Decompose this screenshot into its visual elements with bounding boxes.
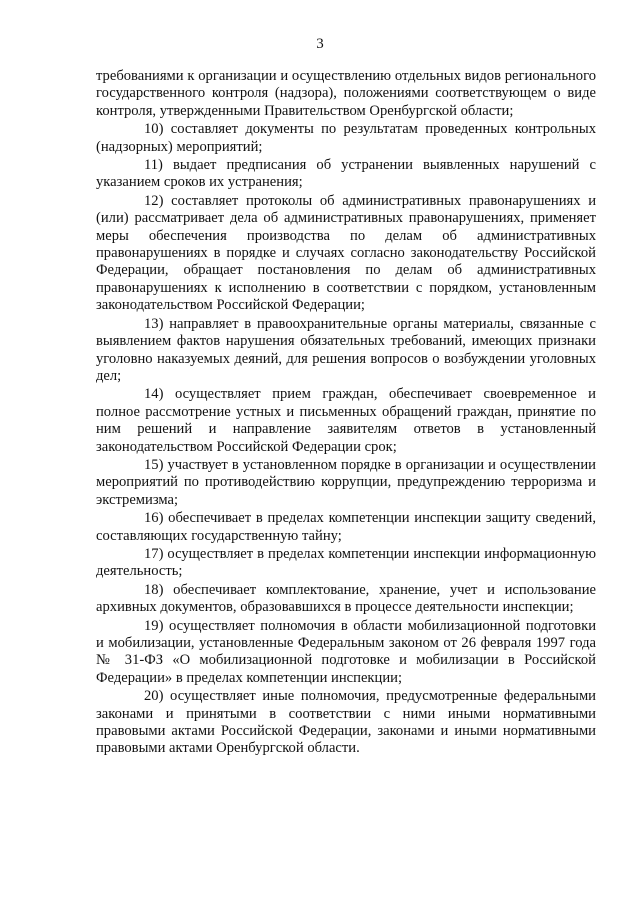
list-item-11: 11) выдает предписания об устранении выявленных нарушений с указанием сроков их устранения; xyxy=(96,157,596,191)
list-item-16: 16) обеспечивает в пределах компетенции инспекции защиту сведений, составляющих государственную тайну; xyxy=(96,510,596,544)
list-item-17: 17) осуществляет в пределах компетенции инспекции информационную деятельность; xyxy=(96,545,596,580)
list-item-18: 18) обеспечивает комплектование, хранение, учет и использование архивных документов, образовавшихся в процессе деятельности инспекции; xyxy=(96,581,596,616)
list-item-19: 19) осуществляет полномочия в области мобилизационной подготовки и мобилизации, установленные Федеральным законом от 26 февраля 1997 года № 31-ФЗ «О мобилизационной подготовке и мобилизации в Российской Федерации» в пределах компетенции инспекции; xyxy=(96,617,596,686)
list-item-14: 14) осуществляет прием граждан, обеспечивает своевременное и полное рассмотрение устных и письменных обращений граждан, принятие по ним решений и направление заявителям ответов в установленный законодательством Российской Федерации срок; xyxy=(96,386,596,455)
paragraph-continuation: требованиями к организации и осуществлению отдельных видов регионального государственного контроля (надзора), положениями соответствующем о виде контроля, утвержденными Правительством Оренбургской области; xyxy=(96,68,596,119)
list-item-20: 20) осуществляет иные полномочия, предусмотренные федеральными законами и принятыми в соответствии с ними иными нормативными правовыми актами Российской Федерации, законами и иными нормативными правовыми актами Оренбургской области. xyxy=(96,688,596,757)
page-number: 3 xyxy=(316,36,324,52)
document-body xyxy=(96,68,596,759)
list-item-15: 15) участвует в установленном порядке в организации и осуществлении мероприятий по противодействию коррупции, предупреждению терроризма и экстремизма; xyxy=(96,456,596,508)
list-item-10: 10) составляет документы по результатам проведенных контрольных (надзорных) мероприятий; xyxy=(96,121,596,155)
list-item-13: 13) направляет в правоохранительные органы материалы, связанные с выявлением фактов нарушения обязательных требований, имеющих признаки уголовно наказуемых деяний, для решения вопросов о возбуждении уголовных дел; xyxy=(96,315,596,384)
list-item-12: 12) составляет протоколы об административных правонарушениях и (или) рассматривает дела об административных правонарушениях, применяет меры обеспечения производства по делам об административных правонарушениях в порядке и случаях согласно законодательству Российской Федерации, обращает постановления по делам об административных правонарушениях к исполнению в соответствии с порядком, установленным законодательством Российской Федерации; xyxy=(96,192,596,314)
